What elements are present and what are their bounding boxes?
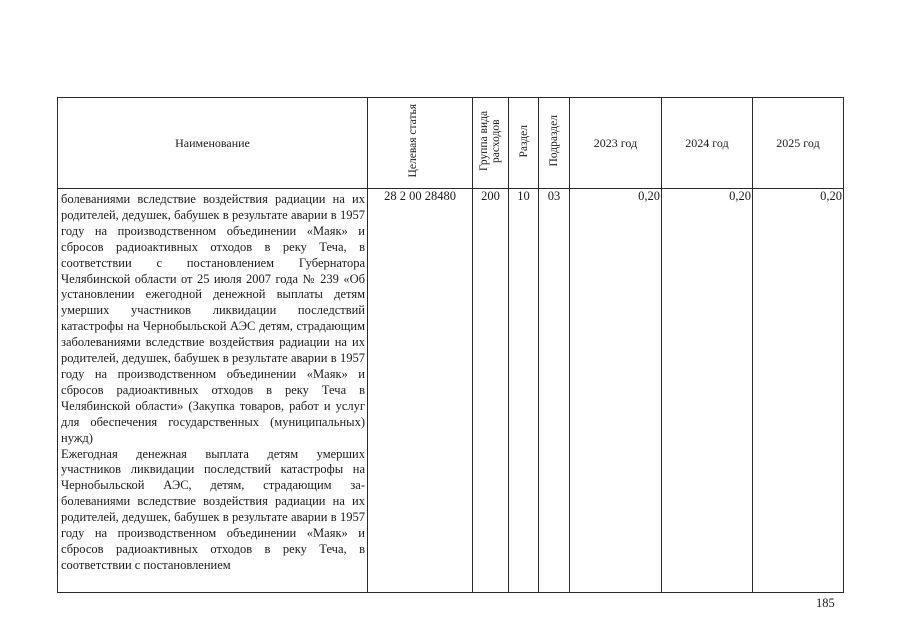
header-target-article: [368, 98, 473, 189]
header-year-2023: [570, 98, 662, 189]
cell-expense-group: 200: [473, 189, 509, 593]
table-header-row: [58, 98, 844, 189]
header-subsection-label: Подраздел: [548, 115, 560, 167]
description-text: [58, 189, 367, 574]
cell-value-2025: 0,20: [753, 189, 844, 593]
description-part2: Ежегодная денежная выплата детям умерших участников ликвидации последствий катастрофы на Чернобыльской АЭС, детям, страдающим заболеваниями вследствие воздействия радиации на их родителей, дедушек, бабушек в результате аварии в 1957 году на производственном объединении «Маяк» и сбросов радиоактивных отходов в реку Теча, в соответствии с постановлением: [61, 446, 365, 572]
header-year-2024: [662, 98, 753, 189]
header-year-2025-label: 2025 год: [776, 135, 820, 150]
header-expense-group: [473, 98, 509, 189]
header-target-article-label: Целевая статья: [407, 104, 419, 178]
budget-table: [57, 97, 844, 593]
header-year-2023-label: 2023 год: [593, 135, 638, 150]
description-part1: болеваниями вследствие воздействия радиации на их родителей, дедушек, бабушек в результате аварии в 1957 году на производственном объединении «Маяк» и сбросов радиоактивных отходов в реку Теча, в соответствии с постановлением Губернатора Челябинской области от 25 июля 2007 года № 239 «Об установлении ежегодной денежной выплаты детям умерших участников ликвидации последствий катастрофы на Чернобыльской АЭС детям, страдающим заболеваниями вследствие воздействия радиации на их родителей, дедушек, бабушек в результате аварии в 1957 году на производственном объединении «Маяк» и сбросов радиоактивных отходов в реку Теча в Челябинской области» (Закупка товаров, работ и услуг для обеспечения государственных (муниципальных) нужд): [61, 192, 365, 445]
cell-description: [58, 189, 368, 593]
header-section: [509, 98, 539, 189]
header-expense-group-label: Группа вида расходов: [477, 110, 502, 172]
header-year-2024-label: 2024 год: [685, 135, 729, 150]
cell-value-2023: 0,20: [570, 189, 662, 593]
header-year-2025: [753, 98, 844, 189]
cell-section: 10: [509, 189, 539, 593]
header-name: [58, 98, 368, 189]
cell-target-article: 28 2 00 28480: [368, 189, 473, 593]
header-name-label: Наименование: [175, 135, 250, 150]
page-number: 185: [816, 596, 835, 610]
header-section-label: Раздел: [517, 124, 530, 158]
table-row: [58, 189, 844, 593]
header-subsection: [539, 98, 570, 189]
cell-subsection: 03: [539, 189, 570, 593]
cell-value-2024: 0,20: [662, 189, 753, 593]
